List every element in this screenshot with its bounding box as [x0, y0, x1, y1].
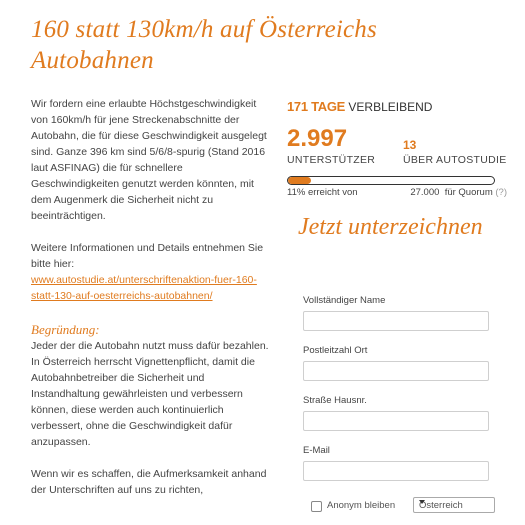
page-title: 160 statt 130km/h auf Österreichs Autobahnen [31, 16, 377, 74]
country-value: Österreich [419, 500, 463, 511]
anonymous-label: Anonym bleiben [327, 500, 396, 511]
supporters-count: 2.997 [287, 125, 348, 152]
days-count: 171 TAGE [287, 99, 346, 114]
reached-text: 11% erreicht von [287, 187, 358, 198]
zip-input[interactable] [303, 361, 489, 381]
petition-stats [287, 98, 507, 201]
email-input[interactable] [303, 461, 489, 481]
country-select[interactable] [413, 497, 495, 513]
sign-form [303, 295, 491, 495]
quorum-value: 27.000 [410, 187, 440, 198]
days-label: VERBLEIBEND [348, 100, 433, 114]
days-remaining [287, 98, 507, 116]
sign-heading: Jetzt unterzeichnen [298, 214, 483, 240]
intro-paragraph: Wir fordern eine erlaubte Höchstgeschwindigkeit von 160km/h für jene Streckenabschnitte der Autobahn, die für diese Geschwindigkeit ausgelegt sind. Ganze 396 km sind 5/6/8-spurig (Stand 2016 laut ASFINAG) die für schnellere Geschwindigkeiten genutzt werden könnten, mit dem Augenmerk die Sicherheit nicht zu beeinträchtigen. [31, 98, 267, 222]
progress-fill [288, 177, 311, 184]
zip-label: Postleitzahl Ort [303, 345, 368, 356]
help-icon[interactable]: (?) [495, 187, 507, 198]
reason-paragraph-2: Wenn wir es schaffen, die Aufmerksamkeit anhand der Unterschriften auf uns zu richten, [31, 468, 267, 496]
quorum-text [410, 187, 507, 198]
name-label: Vollständiger Name [303, 295, 386, 306]
name-field-group [303, 295, 491, 331]
sign-options [311, 497, 496, 515]
supporter-counts [287, 126, 507, 172]
anonymous-checkbox[interactable] [311, 501, 322, 512]
supporters-label: UNTERSTÜTZER [287, 154, 376, 166]
name-input[interactable] [303, 311, 489, 331]
reason-heading: Begründung: [31, 322, 100, 337]
email-label: E-Mail [303, 445, 330, 456]
progress-caption [287, 187, 507, 201]
street-field-group [303, 395, 491, 431]
quorum-label: für Quorum [444, 187, 493, 198]
email-field-group [303, 445, 491, 481]
info-link[interactable]: www.autostudie.at/unterschriftenaktion-fuer-160-statt-130-auf-oesterreichs-autobahnen/ [31, 274, 257, 302]
reason-paragraph: Jeder der die Autobahn nutzt muss dafür bezahlen. In Österreich herrscht Vignettenpflicht, damit die Autobahnbetreiber die Sicherheit und Instandhaltung gewährleisten und verbessern können, diese werden auch kontinuierlich verbessert, ohne die Geschwindigkeit dafür anzupassen. [31, 340, 269, 448]
street-input[interactable] [303, 411, 489, 431]
progress-bar [287, 176, 495, 185]
street-label: Straße Hausnr. [303, 395, 367, 406]
zip-field-group [303, 345, 491, 381]
petition-description [31, 96, 271, 498]
chevron-down-icon [419, 500, 425, 504]
via-label: ÜBER AUTOSTUDIE [403, 154, 507, 166]
info-paragraph: Weitere Informationen und Details entnehmen Sie bitte hier: [31, 242, 264, 270]
via-count: 13 [403, 138, 417, 152]
